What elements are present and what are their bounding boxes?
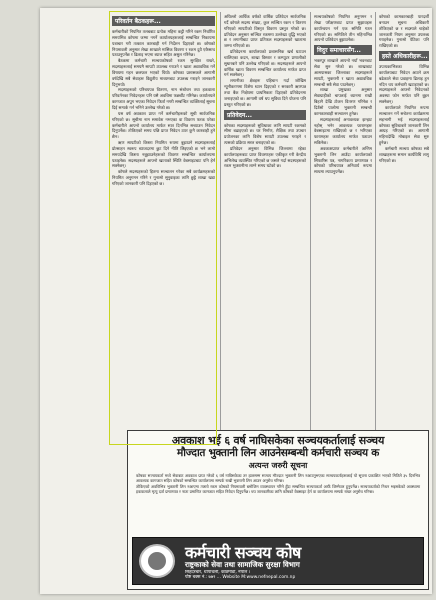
clipping-highlight-border [109,11,217,445]
fund-department: राष्ट्रकाको सेवा तथा सामाजिक सुरक्षा विभाग [185,560,300,569]
paragraph: प्रतिवेदन अनुसार विभिन्न जिल्लामा रहेका कार्यालयहरूबाट प्राप्त विवरणहरू एकीकृत गरी केन्द्रीय अभिलेख व्यवस्थित गरिएको छ जसले गर्दा सदस्यहरूको रकम भुक्तानीमा लाग्ने समय घटेको छ। [224,145,306,169]
paragraph: सदस्यहरूको परिचयपत्र वितरण, नाम संशोधन तथा हकवाला परिवर्तनका निवेदनहरू पनि यसै अवधिमा फर्छ्यौट गरिनेछ। कार्यालयले कागजात अपुग भएका निवेदन फिर्ता नगरी सम्बन्धित व्यक्तिलाई सूचना दिई सम्पर्क गर्न भनिने उल्लेख गरेको छ। [112,87,215,110]
fund-logo-icon [139,544,175,578]
paragraph: सञ्चयकोषको नियमित अनुगमन र लेखा परीक्षणबाट प्राप्त सुझावहरू कार्यान्वयन गर्न एक समिति गठन गरिएको छ। समितिले तीन महिनाभित्र आफ्नो प्रतिवेदन बुझाउनेछ। [314,14,372,43]
paragraph: यस वर्ष अवकाश प्राप्त गर्ने कर्मचारीहरूको सूची सार्वजनिक गरिएको छ। सूचीमा नाम समावेश नभएका वा विवरण फरक परेका कर्मचारीले आफ्नो कार्यालय मार्फत सात दिनभित्र सच्याउन निवेदन दिनुपर्नेछ। तोकिएको समय पछि प्राप्त निवेदन उपर कुनै कारबाही हुने छैन। [112,110,215,140]
contact-line: पोष्ट बक्स नं.: ७७२ ... Website M:www.nefnepal.com.np [185,575,296,580]
column-heading: विदुर समाचारसँग... [314,45,372,55]
paragraph: कार्यालयले नियमित रूपमा सञ्चालन गर्ने सचेतना कार्यक्रममा सहभागी भई सदस्यहरूलाई कोषका सुविधाबारे जानकारी लिन आग्रह गरिएको छ। आगामी महिनादेखि मोबाइल सेवा सुरु हुनेछ। [379,104,429,146]
paragraph: अवकाशप्राप्त कर्मचारीले अन्तिम भुक्तानी लिन आउँदा कार्यालयको सिफारिस पत्र, नागरिकता प्रमाणपत्र र कोषको परिचयपत्र अनिवार्य रूपमा साथमा ल्याउनुपर्नेछ। [314,145,372,175]
paragraph: कोषका सदस्यहरूको सुविधाका लागि सापटी रकमको सीमा बढाइएको छ। घर निर्माण, शैक्षिक तथा उपचार प्रयोजनका लागि विशेष सापटी उपलब्ध गराइने र त्यसको प्रक्रिया सरल बनाइएको छ। [224,122,306,146]
paragraph: अघिल्लो आर्थिक वर्षको वार्षिक प्रतिवेदन सार्वजनिक गर्दै कोषले सदस्य संख्या, कुल सञ्चित रकम र वितरण गरिएको सापटीको विस्तृत विवरण प्रस्तुत गरेको छ। प्रतिवेदन अनुसार सञ्चित रकममा उल्लेख्य वृद्धि भएको छ र लगानीबाट प्राप्त प्रतिफल सदस्यहरूको खातामा जम्मा गरिएको छ। [224,14,306,49]
paragraph: सदस्यहरूलाई अनावश्यक झन्झट नहोस् भनेर आवश्यक फारामहरू वेबसाइटमा राखिएको छ र भरिएका फारामहरू कार्यालय मार्फत पठाउन सकिनेछ। [314,116,372,146]
notice-headline: मौज्दात भुक्तानी लिन आउनेसम्बन्धी कर्मचारी सञ्चय क [177,447,379,459]
paragraph: प्रतिवेदनमा कार्यालयको प्रशासनिक खर्च घटाउन चालिएका कदम, शाखा विस्तार र कम्प्युटर प्रणालीको सुधारबारे पनि उल्लेख गरिएको छ। सदस्यहरूले आफ्नो वार्षिक खाता विवरण सम्बन्धित कार्यालय मार्फत प्राप्त गर्न सक्नेछन्। [224,49,306,78]
paragraph: उपत्यकाभित्रका विभिन्न कार्यालयबाट निवेदन आउने क्रम बढेकाले सेवा प्रवाहमा ढिलाइ हुन नदिन थप कर्मचारी खटाइएको छ। सदस्यहरूले आफ्नो निवेदनको अवस्था फोन मार्फत पनि बुझ्न सक्नेछन्। [379,64,429,105]
notice-subheading: अत्यन्त जरुरी सूचना [248,461,308,470]
paragraph: भक्तपुर शाखाले आफ्नो नयाँ भवनबाट सेवा सुरु गरेको छ। शाखाबाट आसपासका जिल्लाका सदस्यहरूले सापटी, भुक्तानी र खाता अद्यावधिक सम्बन्धी सबै सेवा पाउनेछन्। [314,58,372,87]
fund-address [185,570,417,580]
notice-body [128,473,428,495]
paragraph: लगानीका क्षेत्रहरू पहिचान गर्दा जोखिम न्यूनीकरणमा विशेष ध्यान दिइएको र सरकारी ऋणपत्र तथा बैंक निक्षेपमा प्राथमिकता दिइएको प्रतिवेदनमा जनाइएको छ। आगामी वर्ष थप सुविधा दिने योजना पनि प्रस्तुत गरिएको छ। [224,78,306,107]
column-divider [375,12,376,442]
article-column-4 [379,14,429,434]
notice-paragraph: तोकिएको अवधिभित्र भुक्तानी लिन नआएमा त्यस्तो रकम कोषको नियमावली बमोजिम व्यवस्थापन गरिने हुँदा सम्बन्धित सञ्चयकर्ता आफैं जिम्मेवार हुनुपर्नेछ। सञ्चयकर्ताको निधन भइसकेको अवस्थामा हकवालाले मृत्यु दर्ता प्रमाणपत्र र नाता प्रमाणित कागजात सहित निवेदन दिनुपर्नेछ। थप जानकारीका लागि कोषको वेबसाइट हेर्न वा कार्यालयमा सम्पर्क राख्न अनुरोध गरिन्छ। [136,483,420,495]
paragraph: कर्मचारी सञ्चय कोषका सबै शाखाहरूमा समान कार्यविधि लागू गरिएको छ। [379,145,429,163]
column-heading: परिवर्तन बैठकहरू... [112,16,215,26]
paragraph: ऋण सापटीको किस्ता नियमित रूपमा बुझाउने सदस्यहरूलाई प्रोत्साहन स्वरूप ब्याजदरमा छुट दिने नीति लिइएको छ भने लामो समयदेखि किस्ता नबुझाउनेहरूको विवरण सम्बन्धित कार्यालयमा पठाइनेछ। सदस्यहरूले आफ्नो खाताको स्थिति वेबसाइटबाट पनि हेर्न सक्नेछन्। [112,140,215,169]
article-column-2 [224,14,306,434]
column-heading: प्रतिवेदन... [224,110,306,120]
notice-paragraph: कोषका सञ्चयकर्ता मध्ये सेवाबाट अवकाश प्राप्त गरेको ६ वर्ष नाघिसकेका तर हालसम्म सञ्चय मौज्दात भुक्तानी लिन नआउनुभएका सञ्चयकर्ताहरूलाई यो सूचना प्रकाशित भएको मितिले ३५ दिनभित्र आवश्यक कागजात सहित कोषको सम्बन्धित कार्यालयमा सम्पर्क राखी भुक्तानी लिन आउन अनुरोध गरिन्छ। [136,473,420,484]
column-heading: हस्ते अधिकारीहरू... [379,51,429,61]
address-line: सिंहदरबार, थापाथली, काठमाडौं, नेपाल । [185,570,251,575]
article-column-3 [314,14,372,434]
notice-footer-banner [132,537,424,585]
paragraph: कोषले सदस्यहरूको हितमा सञ्चालन गरेका सबै कार्यक्रमहरूको नियमित अनुगमन गरिने र गुनासो सुनुवाइका लागि छुट्टै शाखा खडा गरिएको जानकारी पनि दिइएको छ। [112,169,215,186]
notice-headline: अवकाश भई ६ वर्ष नाघिसकेका सञ्चयकर्तालाई सञ्चय [171,434,385,447]
newspaper-page [40,8,432,594]
column-divider [310,12,311,442]
paragraph: शाखा प्रमुखका अनुसार सेवाग्राहीको चापलाई ध्यानमा राखी बिहानै देखि टोकन वितरण गरिनेछ र दिउँसो पालोमा भुक्तानी सम्बन्धी कामकारबाही सञ्चालन हुनेछ। [314,87,372,116]
paragraph: कोषको कामकारबाही पारदर्शी बनाउन सूचना अधिकारी तोकिएको छ र सदस्यले चाहेको जानकारी नियम अनुसार उपलब्ध गराइनेछ। गुनासो पेटिका पनि राखिएको छ। [379,14,429,49]
column-divider [220,12,221,442]
paragraph: कर्मचारीको नियमित तलबबाट प्रत्येक महिना कट्टी गरिने रकम निर्धारित समयभित्र कोषमा जम्मा नगर्ने कार्यालयहरूलाई सम्बन्धित निकायमा पत्राचार गरी तत्काल कारबाही गर्न निर्देशन दिइएको छ। कोषको नियमावली अनुसार लेखा शाखाले मासिक विवरण र रकम दुवै एकैसाथ पठाउनुपर्नेछ र ढिलाइ भएमा ब्याज सहित असुल गरिनेछ। [112,29,215,58]
public-notice-advert [127,430,429,590]
paragraph: बैठकमा कर्मचारी सञ्चयकोषको रकम सुरक्षित राख्ने, सदस्यहरूलाई समयमै सापटी उपलब्ध गराउने र खाता अद्यावधिक गर्ने विषयमा गहन छलफल भएको थियो। कोषका प्रशासकले आगामी वर्षदेखि सबै सेवाहरू विद्युतीय माध्यमबाट उपलब्ध गराइने जानकारी दिनुभयो। [112,58,215,87]
fund-name: कर्मचारी सञ्चय कोष [185,543,301,562]
